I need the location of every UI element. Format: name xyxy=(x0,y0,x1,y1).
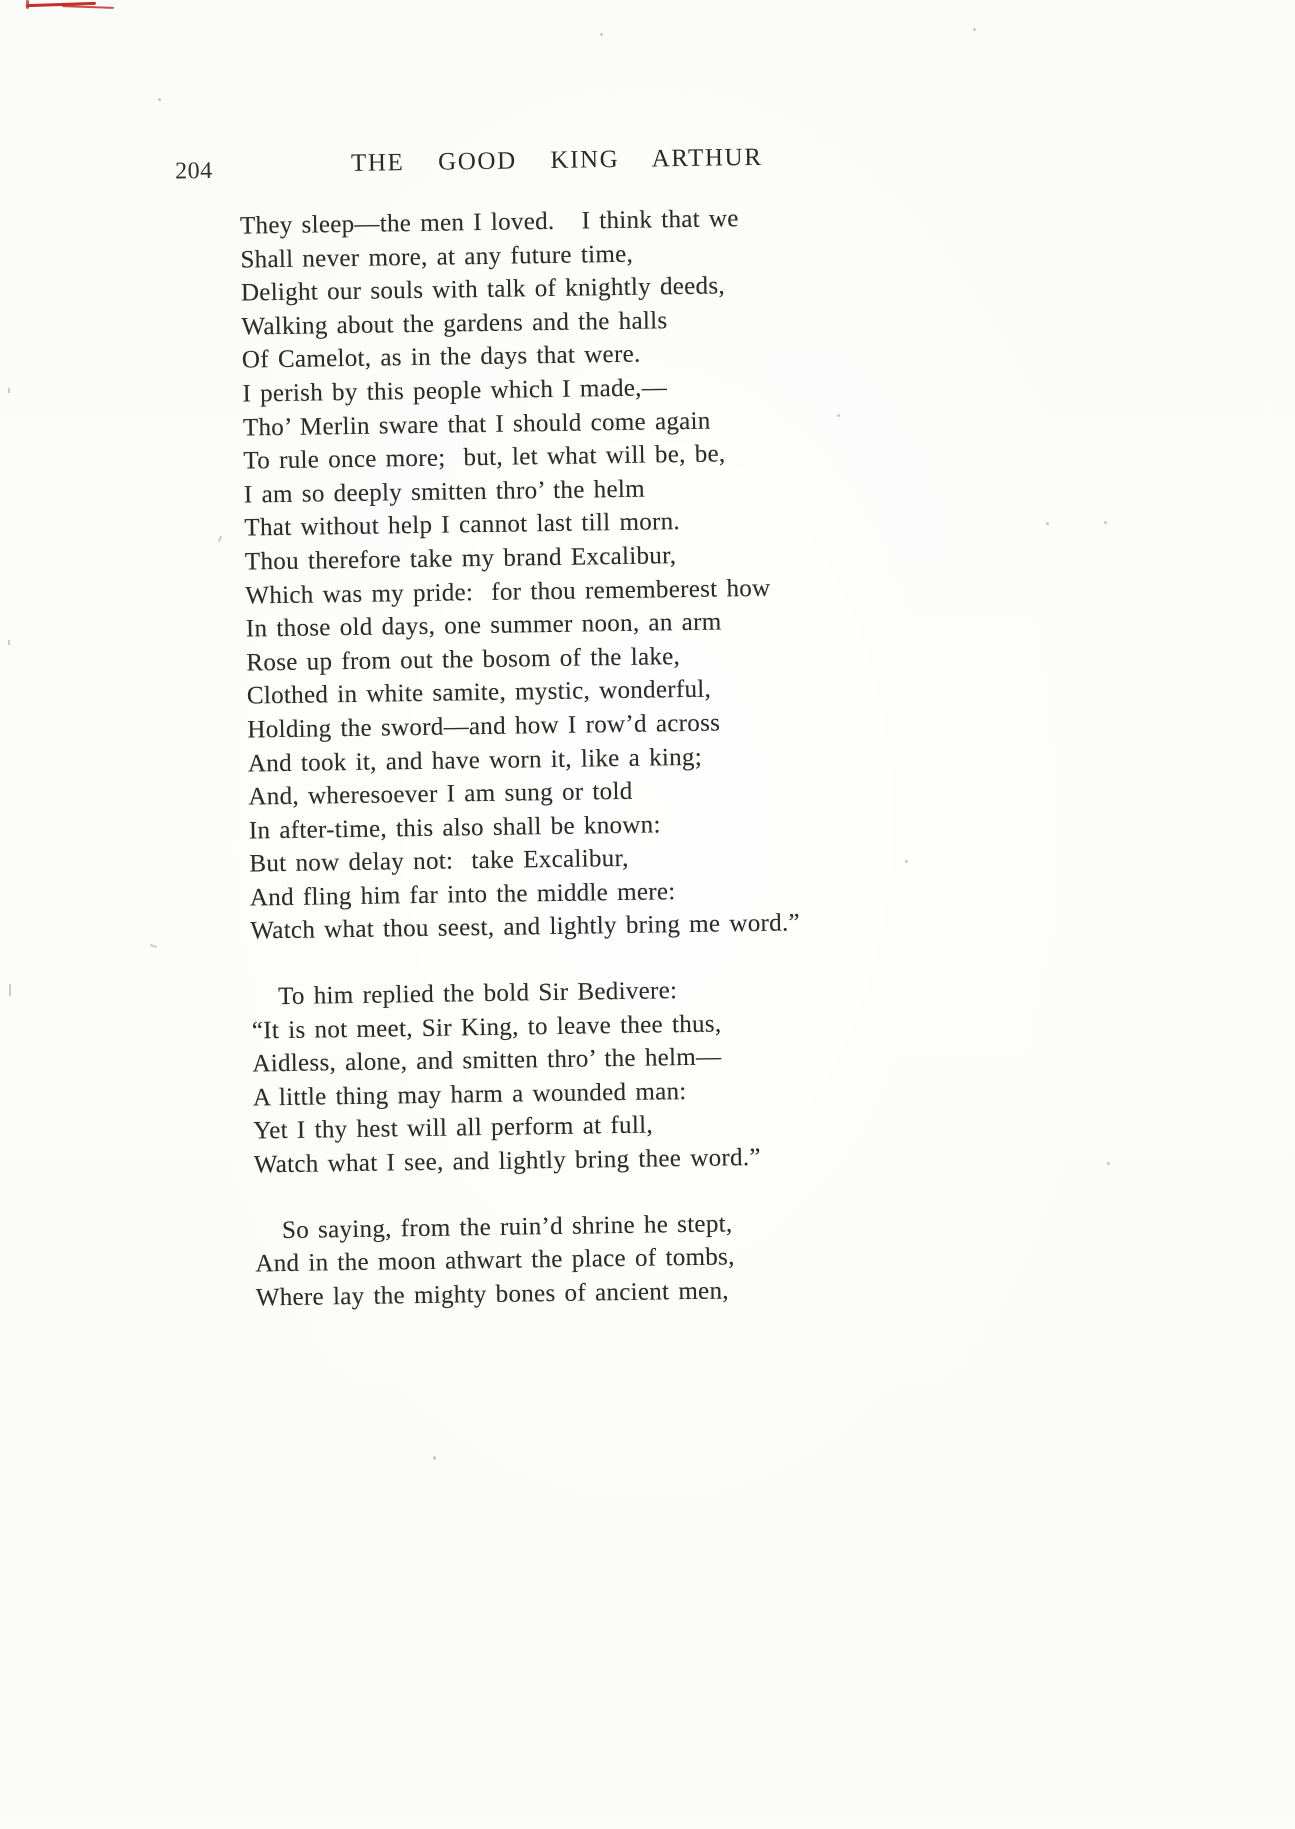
page-number: 204 xyxy=(174,157,213,185)
page-title: THE GOOD KING ARTHUR xyxy=(350,143,763,177)
poem-line: A little thing may harm a wounded man: xyxy=(252,1077,687,1112)
scan-edge-mark xyxy=(8,388,10,393)
scan-speck xyxy=(1104,521,1107,524)
poem-line: Watch what I see, and lightly bring thee word.” xyxy=(253,1143,761,1179)
poem-line: Watch what thou seest, and lightly bring me word.” xyxy=(250,909,801,945)
poem-line: Walking about the gardens and the halls xyxy=(241,307,668,341)
poem-line: That without help I cannot last till morn. xyxy=(244,508,681,542)
poem-line: Shall never more, at any future time, xyxy=(240,240,634,274)
scan-speck xyxy=(973,28,976,31)
poem xyxy=(240,201,806,1314)
poem-line: And fling him far into the middle mere: xyxy=(249,878,676,912)
scan-edge-mark xyxy=(8,640,10,645)
scan-speck xyxy=(600,33,603,36)
poem-line: And in the moon athwart the place of tombs, xyxy=(255,1243,735,1278)
poem-line: In after-time, this also shall be known: xyxy=(248,811,661,845)
scan-edge-mark xyxy=(9,984,11,996)
poem-line: Yet I thy hest will all perform at full, xyxy=(253,1111,654,1145)
poem-line: Thou therefore take my brand Excalibur, xyxy=(244,542,677,576)
poem-line: In those old days, one summer noon, an arm xyxy=(245,608,722,643)
poem-line: Which was my pride: for thou rememberest how xyxy=(245,574,771,610)
poem-line: Where lay the mighty bones of ancient men, xyxy=(255,1277,730,1312)
poem-line: Of Camelot, as in the days that were. xyxy=(241,341,641,374)
poem-line: And took it, and have worn it, like a king; xyxy=(247,743,703,778)
poem-line: To rule once more; but, let what will be, be, xyxy=(243,440,726,475)
poem-line: And, wheresoever I am sung or told xyxy=(248,777,633,811)
stanza xyxy=(251,972,803,1182)
poem-line: Tho’ Merlin sware that I should come again xyxy=(242,407,711,442)
poem-line: Rose up from out the bosom of the lake, xyxy=(246,642,681,677)
poem-line: Clothed in white samite, mystic, wonderful, xyxy=(246,675,712,710)
poem-line: So saying, from the ruin’d shrine he stept, xyxy=(254,1209,733,1245)
poem-line: To him replied the bold Sir Bedivere: xyxy=(251,977,678,1011)
scan-speck xyxy=(905,860,908,863)
red-pen-stroke xyxy=(26,0,29,9)
poem-line: Delight our souls with talk of knightly deeds, xyxy=(240,272,726,307)
stanza xyxy=(240,201,800,948)
scan-speck xyxy=(158,98,161,101)
poem-line: I perish by this people which I made,— xyxy=(242,374,668,408)
stanza xyxy=(255,1206,806,1315)
poem-line: Aidless, alone, and smitten thro’ the helm— xyxy=(252,1043,722,1078)
poem-line: But now delay not: take Excalibur, xyxy=(249,845,629,878)
scan-speck xyxy=(837,414,840,417)
scan-speck xyxy=(433,1456,436,1460)
poem-line: “It is not meet, Sir King, to leave thee thus, xyxy=(251,1010,722,1045)
poem-line: I am so deeply smitten thro’ the helm xyxy=(243,475,646,509)
scan-speck xyxy=(1107,1162,1110,1165)
poem-line: They sleep—the men I loved. I think that we xyxy=(239,205,739,240)
poem-line: Holding the sword—and how I row’d across xyxy=(247,709,721,744)
scan-speck xyxy=(1046,522,1049,525)
